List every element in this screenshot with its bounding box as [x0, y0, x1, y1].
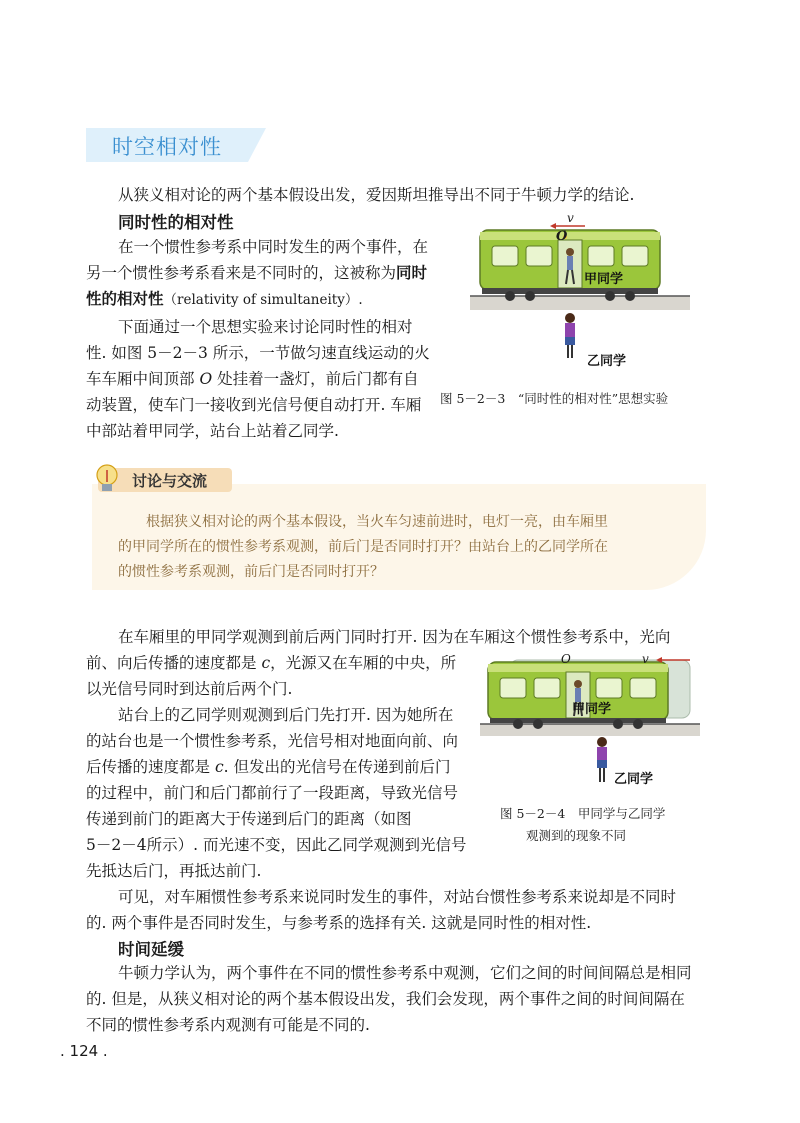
paragraph-3-line-3: 以光信号同时到达前后两个门.	[86, 680, 293, 698]
paragraph-4-line-1: 站台上的乙同学则观测到后门先打开. 因为她所在	[118, 706, 454, 724]
fig2-velocity-label: v	[642, 652, 649, 666]
discussion-line-3: 的惯性参考系观测，前后门是否同时打开？	[118, 564, 384, 580]
symbol-c: c	[261, 654, 271, 672]
paragraph-1-line-1: 在一个惯性参考系中同时发生的两个事件，在	[118, 238, 429, 256]
subheading-simultaneity: 同时性的相对性	[118, 213, 234, 232]
discussion-line-2: 的甲同学所在的惯性参考系观测，前后门是否同时打开？由站台上的乙同学所在	[118, 539, 608, 555]
text-span: 前、向后传播的速度都是	[86, 654, 257, 672]
paragraph-6-line-2: 的. 但是，从狭义相对论的两个基本假设出发，我们会发现，两个事件之间的时间间隔在	[86, 990, 685, 1008]
fig1-velocity-label: v	[567, 211, 574, 225]
paragraph-2-line-4: 动装置，使车门一接收到光信号便自动打开. 车厢	[86, 396, 422, 414]
discussion-title: 讨论与交流	[132, 472, 208, 490]
discussion-line-1: 根据狭义相对论的两个基本假设，当火车匀速前进时，电灯一亮，由车厢里	[146, 514, 608, 530]
text-span: 处挂着一盏灯，前后门都有自	[217, 370, 419, 388]
text-span: . 但发出的光信号在传递到前后门	[223, 758, 451, 776]
paragraph-6-line-1: 牛顿力学认为，两个事件在不同的惯性参考系中观测，它们之间的时间间隔总是相同	[118, 964, 692, 982]
paragraph-2-line-3	[86, 366, 419, 392]
paragraph-3-line-2	[86, 650, 456, 676]
fig1-lamp-label: O	[556, 229, 568, 244]
lightbulb-icon	[92, 462, 122, 496]
page-number: . 124 .	[60, 1042, 108, 1060]
fig2-jia-label: 甲同学	[572, 702, 612, 717]
symbol-o: O	[199, 370, 213, 388]
paragraph-4-line-4: 的过程中，前门和后门都前行了一段距离，导致光信号	[86, 784, 459, 802]
paragraph-2-line-1: 下面通过一个思想实验来讨论同时性的相对	[118, 318, 413, 336]
paragraph-2-line-2: 性. 如图 5－2－3 所示，一节做匀速直线运动的火	[86, 344, 430, 362]
paragraph-4-line-3	[86, 754, 451, 780]
english-term: （relativity of simultaneity）.	[163, 292, 363, 308]
fig2-yi-label: 乙同学	[614, 772, 654, 787]
paragraph-4-line-6: 5－2－4所示）. 而光速不变，因此乙同学观测到光信号	[86, 836, 467, 854]
symbol-c: c	[214, 758, 224, 776]
text-span: 车车厢中间顶部	[86, 370, 195, 388]
section-title: 时空相对性	[112, 135, 222, 159]
fig2-lamp-label: O	[561, 652, 571, 666]
fig2-caption-line-2: 观测到的现象不同	[526, 828, 627, 843]
figure-5-2-3	[470, 210, 700, 380]
paragraph-3-line-1: 在车厢里的甲同学观测到前后两门同时打开. 因为在车厢这个惯性参考系中，光向	[118, 628, 671, 646]
fig2-caption-line-1: 图 5－2－4 甲同学与乙同学	[500, 806, 666, 821]
paragraph-4-line-5: 传递到前门的距离大于传递到后门的距离（如图	[86, 810, 412, 828]
paragraph-5-line-2: 的. 两个事件是否同时发生，与参考系的选择有关. 这就是同时性的相对性.	[86, 914, 592, 932]
paragraph-6-line-3: 不同的惯性参考系内观测有可能是不同的.	[86, 1016, 370, 1034]
subheading-time-dilation: 时间延缓	[118, 940, 184, 959]
term-bold: 同时	[396, 264, 428, 282]
train-illustration-1	[470, 210, 700, 380]
paragraph-2-line-5: 中部站着甲同学，站台上站着乙同学.	[86, 422, 339, 440]
train-illustration-2	[480, 650, 704, 800]
text-span: ，光源又在车厢的中央，所	[270, 654, 457, 672]
paragraph-5-line-1: 可见，对车厢惯性参考系来说同时发生的事件，对站台惯性参考系来说却是不同时	[118, 888, 677, 906]
paragraph-4-line-7: 先抵达后门，再抵达前门.	[86, 862, 262, 880]
text-span: 后传播的速度都是	[86, 758, 211, 776]
paragraph-1-line-2	[86, 260, 427, 286]
fig1-jia-label: 甲同学	[584, 272, 624, 287]
intro-paragraph: 从狭义相对论的两个基本假设出发，爱因斯坦推导出不同于牛顿力学的结论.	[118, 186, 635, 204]
term-bold: 性的相对性	[86, 290, 164, 308]
fig1-yi-label: 乙同学	[587, 354, 627, 369]
figure-5-2-4	[480, 650, 704, 800]
fig1-caption: 图 5－2－3 “同时性的相对性”思想实验	[440, 391, 669, 406]
text-span: 另一个惯性参考系看来是不同时的，这被称为	[86, 264, 397, 282]
paragraph-4-line-2: 的站台也是一个惯性参考系，光信号相对地面向前、向	[86, 732, 459, 750]
paragraph-1-line-3	[86, 286, 363, 313]
